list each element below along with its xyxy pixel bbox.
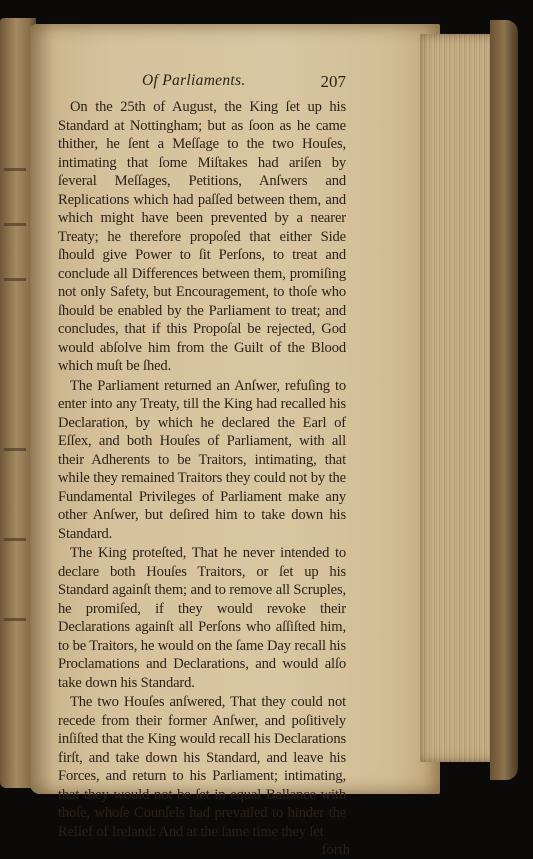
paragraph-parliament-answer: The Parliament returned an Anſwer, refuſing to enter into any Treaty, till the King had recalled his Declaration, by which he declared the Earl of Eſſex, and both Houſes of Parliament, with all their Adherents to be Traitors, intimating, that while they remained Traitors they could not by the Fundamental Privileges of Parliament make any other Anſwer, but deſired him to take down his Standard. <box>58 377 346 542</box>
book-cover-edge <box>490 20 518 780</box>
page-edges-stack <box>420 34 500 762</box>
paragraph-king-protested: The King proteſted, That he never intended to declare both Houſes Traitors, or ſet up his Standard againſt them; and to remove all Scruples, he promiſed, if they would revoke their Declarations againſt all Perſons who aſſiſted him, to be Traitors, he would on the ſame Day recall his Proclamations and Declarations, and would alſo take down his Standard. <box>58 545 346 691</box>
ink-bleed-mark <box>4 618 26 621</box>
body-text <box>58 98 350 859</box>
ink-bleed-mark <box>4 223 26 226</box>
ink-bleed-mark <box>4 448 26 451</box>
paragraph-standard-at-nottingham: On the 25th of August, the King ſet up his Standard at Nottingham; but as ſoon as he came thither, he ſent a Meſſage to the two Houſes, intimating that ſome Miſtakes had ariſen by ſeveral Meſſages, Petitions, Anſwers and Replications which had paſſed between them, and which might have been prevented by a nearer Treaty; he therefore propoſed that either Side ſhould give Power to ſit Perſons, to treat and conclude all Differences between them, promiſing not only Safety, but Encouragement, to thoſe who ſhould be enabled by the Parliament to treat; and concludes, that if this Propoſal be rejected, God would abſolve him from the Guilt of the Blood which muſt be ſhed. <box>58 99 346 374</box>
running-title: Of Parliaments. <box>142 72 246 89</box>
running-head <box>58 72 346 98</box>
paragraph-houses-answered: The two Houſes anſwered, That they could not recede from their former Anſwer, and poſitively inſiſted that the King would recall his Declarations firſt, and take down his Standard, and leave his Forces, and return to his Parliament; intimating, that they would not be ſet in equal Ballance with thoſe, whoſe Counſels had prevailed to hinder the Relief of Ireland: And at the ſame time they ſet <box>58 694 346 840</box>
ink-bleed-mark <box>4 168 26 171</box>
ink-bleed-mark <box>4 538 26 541</box>
page-number: 207 <box>320 72 346 91</box>
ink-bleed-mark <box>4 278 26 281</box>
catchword: forth <box>321 842 350 858</box>
page-content <box>58 72 350 859</box>
